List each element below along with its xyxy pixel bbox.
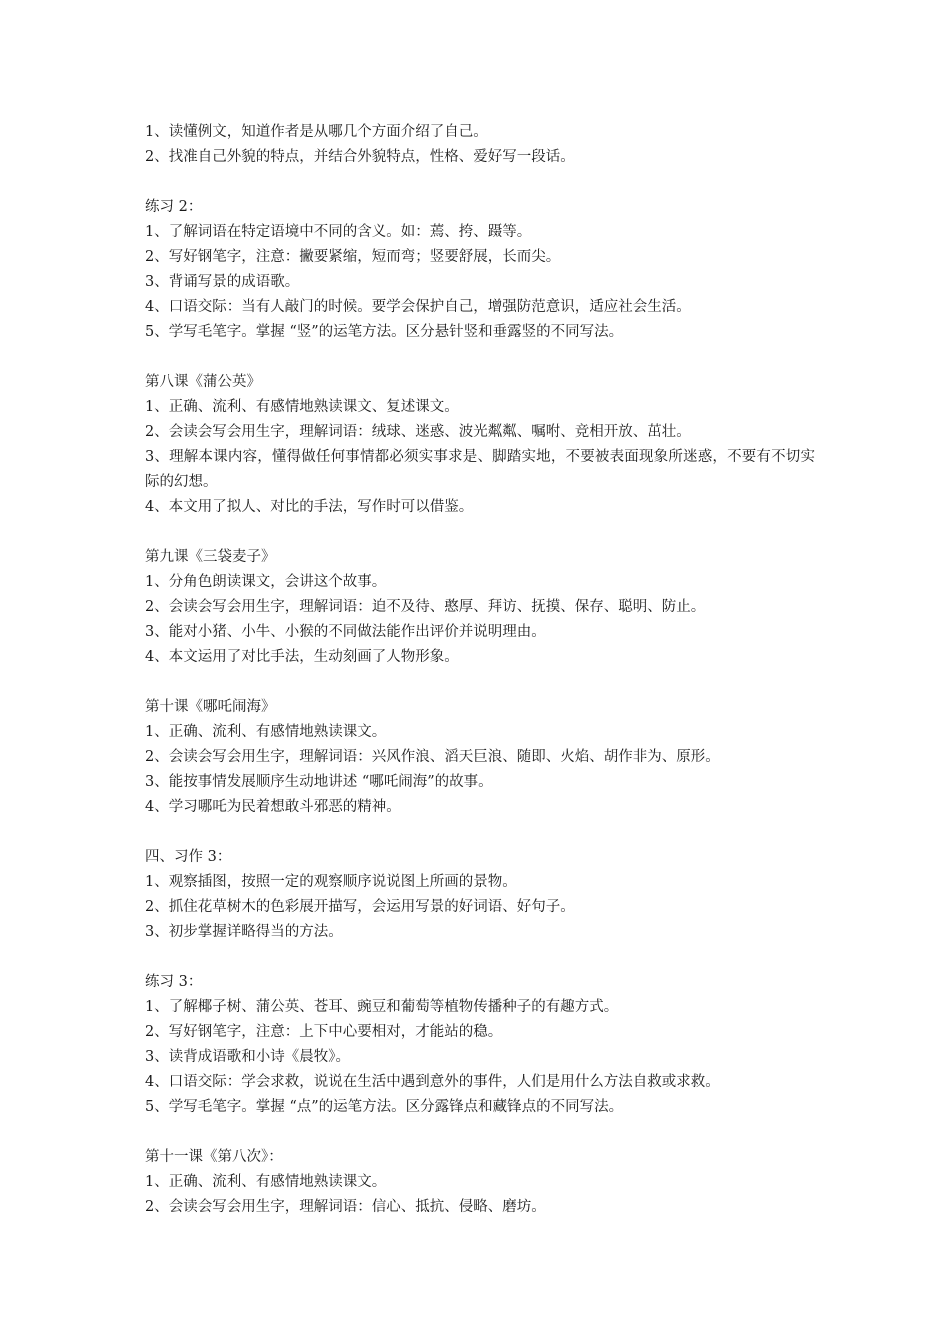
list-item: 2、找准自己外貌的特点，并结合外貌特点，性格、爱好写一段话。 [145,149,575,165]
section-heading: 练习 3： [145,974,203,990]
list-item: 4、本文运用了对比手法，生动刻画了人物形象。 [145,649,459,665]
section-composition-3 [145,845,815,945]
section-lesson-9 [145,545,815,670]
list-item: 5、学写毛笔字。掌握 “竖”的运笔方法。区分悬针竖和垂露竖的不同写法。 [145,324,624,340]
section-heading: 第十课《哪吒闹海》 [145,699,276,715]
list-item: 1、了解词语在特定语境中不同的含义。如：蔫、挎、蹑等。 [145,224,532,240]
list-item: 3、背诵写景的成语歌。 [145,274,300,290]
list-item: 2、写好钢笔字，注意：撇要紧缩，短而弯；竖要舒展，长而尖。 [145,249,561,265]
list-item: 3、能对小猪、小牛、小猴的不同做法能作出评价并说明理由。 [145,624,546,640]
document-page [145,120,815,1245]
list-item: 3、读背成语歌和小诗《晨牧》。 [145,1049,350,1065]
section-practice-3 [145,970,815,1120]
list-item: 1、正确、流利、有感情地熟读课文。 [145,724,387,740]
section-heading: 第八课《蒲公英》 [145,374,261,390]
section-intro [145,120,815,170]
list-item: 3、初步掌握详略得当的方法。 [145,924,343,940]
section-practice-2 [145,195,815,345]
section-heading: 四、习作 3： [145,849,232,865]
section-lesson-8 [145,370,815,520]
list-item: 1、正确、流利、有感情地熟读课文、复述课文。 [145,399,459,415]
list-item: 2、会读会写会用生字，理解词语：绒球、迷惑、波光粼粼、嘱咐、竞相开放、茁壮。 [145,424,691,440]
section-lesson-10 [145,695,815,820]
list-item: 1、正确、流利、有感情地熟读课文。 [145,1174,387,1190]
list-item: 1、读懂例文，知道作者是从哪几个方面介绍了自己。 [145,124,488,140]
section-lesson-11 [145,1145,815,1220]
list-item: 1、了解椰子树、蒲公英、苍耳、豌豆和葡萄等植物传播种子的有趣方式。 [145,999,619,1015]
section-heading: 第九课《三袋麦子》 [145,549,276,565]
list-item: 4、口语交际：学会求救，说说在生活中遇到意外的事件，人们是用什么方法自救或求救。 [145,1074,720,1090]
list-item: 1、分角色朗读课文，会讲这个故事。 [145,574,387,590]
list-item: 2、写好钢笔字，注意：上下中心要相对，才能站的稳。 [145,1024,503,1040]
list-item: 2、抓住花草树木的色彩展开描写，会运用写景的好词语、好句子。 [145,899,575,915]
list-item: 2、会读会写会用生字，理解词语：迫不及待、憨厚、拜访、抚摸、保存、聪明、防止。 [145,599,706,615]
list-item: 2、会读会写会用生字，理解词语：兴风作浪、滔天巨浪、随即、火焰、胡作非为、原形。 [145,749,720,765]
section-heading: 第十一课《第八次》： [145,1149,283,1165]
list-item: 4、本文用了拟人、对比的手法，写作时可以借鉴。 [145,499,474,515]
list-item: 5、学写毛笔字。掌握 “点”的运笔方法。区分露锋点和藏锋点的不同写法。 [145,1099,624,1115]
section-heading: 练习 2： [145,199,203,215]
list-item: 4、学习哪吒为民着想敢斗邪恶的精神。 [145,799,401,815]
list-item: 2、会读会写会用生字，理解词语：信心、抵抗、侵略、磨坊。 [145,1199,546,1215]
list-item: 1、观察插图，按照一定的观察顺序说说图上所画的景物。 [145,874,517,890]
list-item: 3、能按事情发展顺序生动地讲述 “哪吒闹海”的故事。 [145,774,493,790]
list-item: 4、口语交际：当有人敲门的时候。要学会保护自己，增强防范意识，适应社会生活。 [145,299,691,315]
list-item: 3、理解本课内容，懂得做任何事情都必须实事求是、脚踏实地，不要被表面现象所迷惑，不要有不切实际的幻想。 [145,449,815,490]
